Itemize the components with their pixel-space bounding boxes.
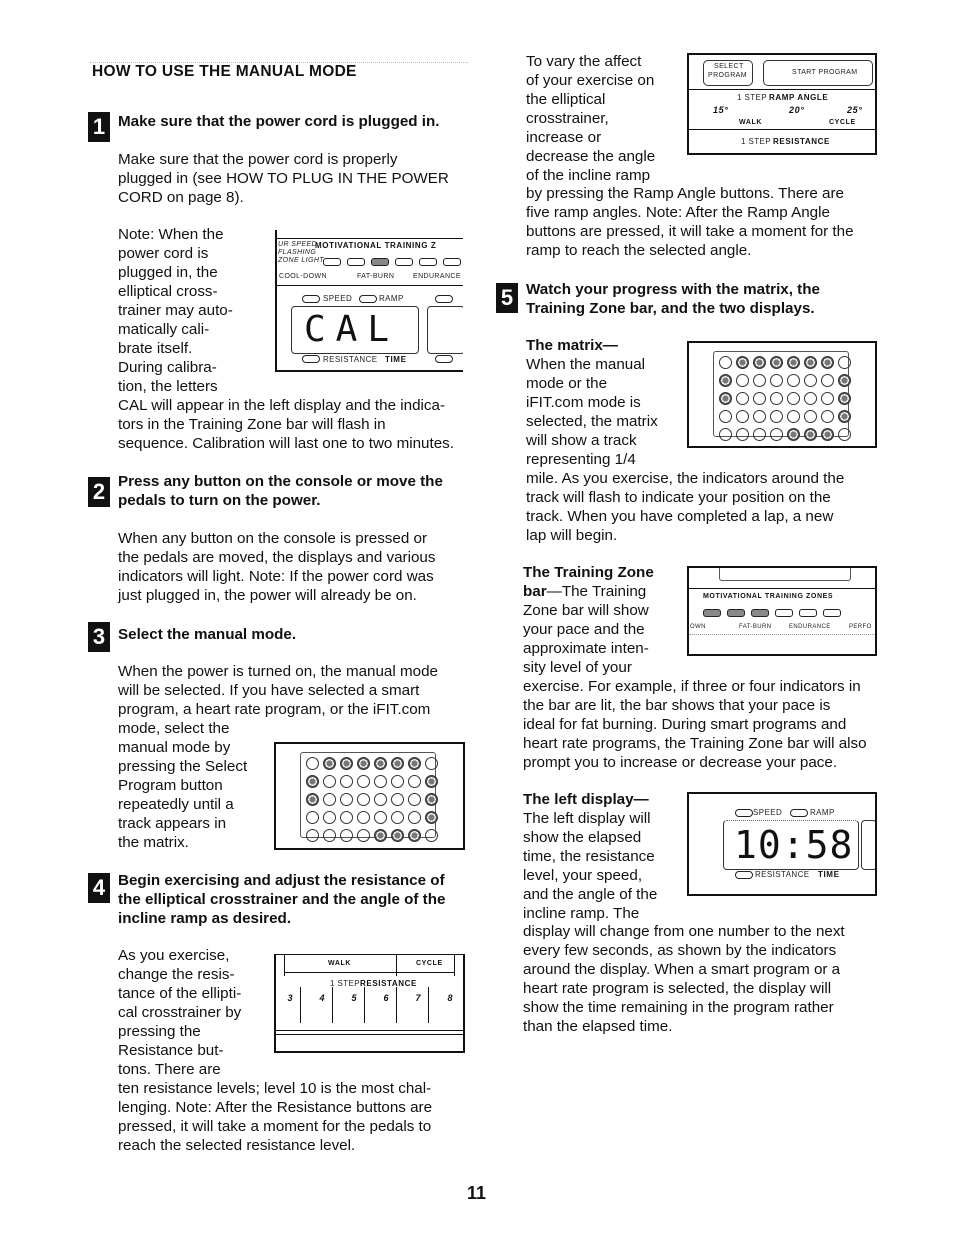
resistance-level-5: 5 (344, 987, 365, 1023)
matrix-dot-lit (804, 428, 817, 441)
endurance-label: ENDURANCE (789, 624, 831, 630)
matrix-dot-lit (425, 793, 438, 806)
step-5-heading: Watch your progress with the matrix, the Training Zone bar, and the two displays. (526, 281, 820, 317)
matrix-illustration-2 (687, 341, 877, 448)
step-2-body: When any button on the console is pressed or the pedals are moved, the displays and various indicators will light. Note: If the power cord was just plugged in, the power will already be on. (118, 530, 436, 604)
angle-20: 20° (789, 105, 805, 115)
step-label: 1 STEP (330, 979, 360, 988)
matrix-dot-lit (838, 410, 851, 423)
step-1-body-cont: CAL will appear in the left display and the indica- tors in the Training Zone bar will flash in sequence. Calibration will last one to two minutes. (118, 397, 454, 452)
training-zone-segments (323, 253, 463, 271)
performance-label: PERFO (849, 624, 872, 630)
left-display-text-long: display will change from one number to the next every few seconds, as shown by the indicators around the display. When a smart program or a heart rate program is selected, the display will show the time remaining in the program rather than the elapsed time. (523, 923, 845, 1035)
speed-indicator-label: SPEED (323, 294, 353, 303)
matrix-dot-lit (425, 811, 438, 824)
matrix-dot (340, 829, 353, 842)
matrix-dot-lit (736, 356, 749, 369)
angle-25: 25° (847, 105, 863, 115)
matrix-dot (736, 410, 749, 423)
training-zone-first-line: bar—The Training (523, 583, 647, 600)
matrix-dot (323, 775, 336, 788)
matrix-text-long: mile. As you exercise, the indicators around the track will flash to indicate your position on the track. When you have completed a lap, a new lap will begin. (526, 470, 845, 544)
step-2-badge: 2 (88, 477, 110, 507)
matrix-dot (357, 829, 370, 842)
your-speed-label: UR SPEED (278, 241, 317, 248)
zone-light-label: ZONE LIGHT (278, 257, 325, 264)
training-zone-segments (703, 604, 847, 622)
step-4-heading: Begin exercising and adjust the resistance of the elliptical crosstrainer and the angle of the incline ramp as desired. (118, 872, 446, 927)
matrix-dot (736, 392, 749, 405)
matrix-dot-lit (357, 757, 370, 770)
cool-down-label: COOL-DOWN (279, 273, 327, 280)
matrix-dot (770, 428, 783, 441)
time-indicator-label: TIME (385, 355, 407, 364)
matrix-dot (323, 829, 336, 842)
matrix-dot-lit (323, 757, 336, 770)
resistance-level-6: 6 (376, 987, 397, 1023)
motivational-label: MOTIVATIONAL TRAINING Z (315, 241, 437, 250)
resistance-level-8: 8 (447, 993, 453, 1003)
matrix-dot (391, 775, 404, 788)
matrix-dot (770, 410, 783, 423)
matrix-dot-lit (340, 757, 353, 770)
resistance-levels (280, 987, 460, 1023)
matrix-dot (821, 374, 834, 387)
matrix-dot-lit (425, 775, 438, 788)
matrix-dot (719, 356, 732, 369)
step-4-badge: 4 (88, 873, 110, 903)
start-program-button: START PROGRAM (763, 60, 873, 86)
matrix-dot-lit (804, 356, 817, 369)
matrix-dot (374, 775, 387, 788)
matrix-dot (306, 829, 319, 842)
step-3-badge: 3 (88, 622, 110, 652)
matrix-dot (719, 410, 732, 423)
matrix-row (718, 391, 852, 409)
matrix-dot-lit (821, 428, 834, 441)
walk-label: WALK (739, 119, 763, 126)
cycle-label: CYCLE (416, 960, 443, 967)
matrix-dot (770, 374, 783, 387)
matrix-dot (408, 775, 421, 788)
matrix-dot (838, 428, 851, 441)
matrix-dot (787, 392, 800, 405)
cal-display-illustration (275, 230, 463, 372)
matrix-dot-lit (838, 374, 851, 387)
matrix-dot (357, 811, 370, 824)
training-zone-illustration (687, 566, 877, 656)
matrix-dot-lit (391, 757, 404, 770)
training-zone-title: The Training Zone (523, 564, 654, 581)
matrix-dot (425, 829, 438, 842)
step-3-body: When the power is turned on, the manual mode will be selected. If you have selected a smart program, a heart rate program, or the iFIT.com mode, select the (118, 663, 438, 737)
matrix-dot-lit (408, 829, 421, 842)
page-title-text: HOW TO USE THE MANUAL MODE (92, 63, 357, 80)
cycle-label: CYCLE (829, 119, 856, 126)
ramp-step-label: 1 STEP (737, 93, 767, 102)
matrix-dot-lit (306, 775, 319, 788)
matrix-dot (357, 793, 370, 806)
matrix-dot (736, 374, 749, 387)
step-1-badge: 1 (88, 112, 110, 142)
training-zone-text-short: Zone bar will show your pace and the approximate inten- sity level of your (523, 602, 649, 676)
left-display-readout: 10:58 (734, 823, 854, 867)
step-1-note: Note: When the power cord is plugged in, the elliptical cross- trainer may auto- matically cali- brate itself. During calibra- tion, the letters (118, 226, 233, 395)
matrix-dot (340, 811, 353, 824)
matrix-dot (804, 392, 817, 405)
matrix-row (718, 373, 852, 391)
matrix-dot (306, 757, 319, 770)
matrix-dot-lit (374, 829, 387, 842)
matrix-row (305, 810, 439, 828)
step-1-body: Make sure that the power cord is properly plugged in (see HOW TO PLUG IN THE POWER CORD on page 8). (118, 151, 449, 206)
step-5-badge: 5 (496, 283, 518, 313)
matrix-dot (357, 775, 370, 788)
ramp-angle-illustration (687, 53, 877, 155)
resistance-label: RESISTANCE (773, 137, 830, 146)
matrix-row (718, 427, 852, 445)
cal-readout: CAL (304, 309, 400, 350)
matrix-dot-lit (821, 356, 834, 369)
matrix-dot (804, 374, 817, 387)
ramp-indicator-label: RAMP (379, 294, 404, 303)
page-title (90, 62, 468, 81)
left-display-title: The left display— (523, 791, 649, 808)
matrix-dot (753, 374, 766, 387)
resistance-indicator-label: RESISTANCE (755, 870, 810, 879)
matrix-dot-lit (719, 374, 732, 387)
matrix-dot (391, 811, 404, 824)
cal-lcd-window (291, 306, 419, 354)
matrix-row (305, 792, 439, 810)
matrix-title: The matrix— (526, 337, 618, 354)
resistance-label: RESISTANCE (360, 979, 417, 988)
step-3-heading: Select the manual mode. (118, 626, 297, 643)
endurance-label: ENDURANCE (413, 273, 461, 280)
cool-down-label: OWN (690, 624, 706, 630)
matrix-dot (374, 793, 387, 806)
speed-indicator-label: SPEED (753, 808, 783, 817)
matrix-dot (306, 811, 319, 824)
matrix-dot (340, 793, 353, 806)
matrix-dot-lit (787, 428, 800, 441)
matrix-dot (753, 428, 766, 441)
matrix-dot (719, 428, 732, 441)
matrix-dot (323, 811, 336, 824)
matrix-dot (425, 757, 438, 770)
fat-burn-label: FAT-BURN (357, 273, 395, 280)
resistance-indicator-label: RESISTANCE (323, 355, 378, 364)
matrix-dot (804, 410, 817, 423)
step-3-body-cont: manual mode by pressing the Select Program button repeatedly until a track appears in the matrix. (118, 739, 248, 851)
matrix-dot (821, 410, 834, 423)
matrix-dot-lit (719, 392, 732, 405)
matrix-dot (787, 410, 800, 423)
angle-15: 15° (713, 105, 729, 115)
ramp-angle-label: RAMP ANGLE (769, 93, 829, 102)
matrix-row (718, 355, 852, 373)
step-4-body-cont: ten resistance levels; level 10 is the most chal- lenging. Note: After the Resistance buttons are pressed, it will take a moment for the pedals to reach the selected resistance level. (118, 1080, 433, 1154)
matrix-dot (770, 392, 783, 405)
matrix-dot (753, 410, 766, 423)
matrix-dot (374, 811, 387, 824)
matrix-dot (408, 811, 421, 824)
matrix-row (305, 774, 439, 792)
step-4-body: As you exercise, change the resis- tance of the ellipti- cal crosstrainer by pressing the Resistance but- tons. There are (118, 947, 242, 1078)
step-1-heading: Make sure that the power cord is plugged in. (118, 113, 440, 130)
matrix-dot-lit (787, 356, 800, 369)
left-display-text-short: The left display will show the elapsed time, the resistance level, your speed, and the angle of the incline ramp. The (523, 810, 658, 922)
training-zone-text-long: exercise. For example, if three or four indicators in the bar are lit, the bar shows that your pace is ideal for fat burning. During smart programs and heart rate programs, the Training Zone bar will also prompt you to increase or decrease your pace. (523, 678, 867, 771)
flashing-label: FLASHING (278, 249, 317, 256)
matrix-dot (736, 428, 749, 441)
matrix-dot-lit (838, 392, 851, 405)
walk-label: WALK (328, 960, 352, 967)
resistance-level-3: 3 (280, 987, 301, 1023)
left-display-illustration (687, 792, 877, 896)
left-display-lcd (723, 820, 859, 870)
fat-burn-label: FAT-BURN (739, 624, 772, 630)
ramp-text-short: To vary the affect of your exercise on the elliptical crosstrainer, increase or decrease the angle of the incline ramp (526, 53, 656, 184)
matrix-dot-lit (770, 356, 783, 369)
resistance-level-4: 4 (312, 987, 333, 1023)
matrix-dot (323, 793, 336, 806)
matrix-row (718, 409, 852, 427)
matrix-dot (753, 392, 766, 405)
resistance-step-label: 1 STEP (741, 137, 771, 146)
matrix-illustration-1 (274, 742, 465, 850)
matrix-dot-lit (391, 829, 404, 842)
matrix-dots (718, 355, 852, 445)
select-program-button: SELECT PROGRAM (703, 60, 753, 86)
matrix-dot (340, 775, 353, 788)
motivational-zones-label: MOTIVATIONAL TRAINING ZONES (703, 593, 834, 600)
matrix-dot (787, 374, 800, 387)
matrix-dot (408, 793, 421, 806)
matrix-dots (305, 756, 439, 846)
ramp-indicator-label: RAMP (810, 808, 835, 817)
matrix-dot (838, 356, 851, 369)
step-2-heading: Press any button on the console or move the pedals to turn on the power. (118, 473, 443, 509)
matrix-dot (821, 392, 834, 405)
matrix-dot-lit (408, 757, 421, 770)
resistance-buttons-illustration (274, 954, 465, 1053)
matrix-dot-lit (753, 356, 766, 369)
matrix-text-short: When the manual mode or the iFIT.com mode is selected, the matrix will show a track representing 1/4 (526, 356, 658, 468)
resistance-level-7: 7 (408, 987, 429, 1023)
matrix-dot (391, 793, 404, 806)
matrix-dot-lit (306, 793, 319, 806)
matrix-dot-lit (374, 757, 387, 770)
time-indicator-label: TIME (818, 870, 840, 879)
matrix-row (305, 828, 439, 846)
page-number: 11 (467, 1183, 487, 1203)
ramp-text-long: by pressing the Ramp Angle buttons. There are five ramp angles. Note: After the Ramp Angle buttons are pressed, it will take a moment for the ramp to reach the selected angle. (526, 185, 854, 259)
matrix-row (305, 756, 439, 774)
